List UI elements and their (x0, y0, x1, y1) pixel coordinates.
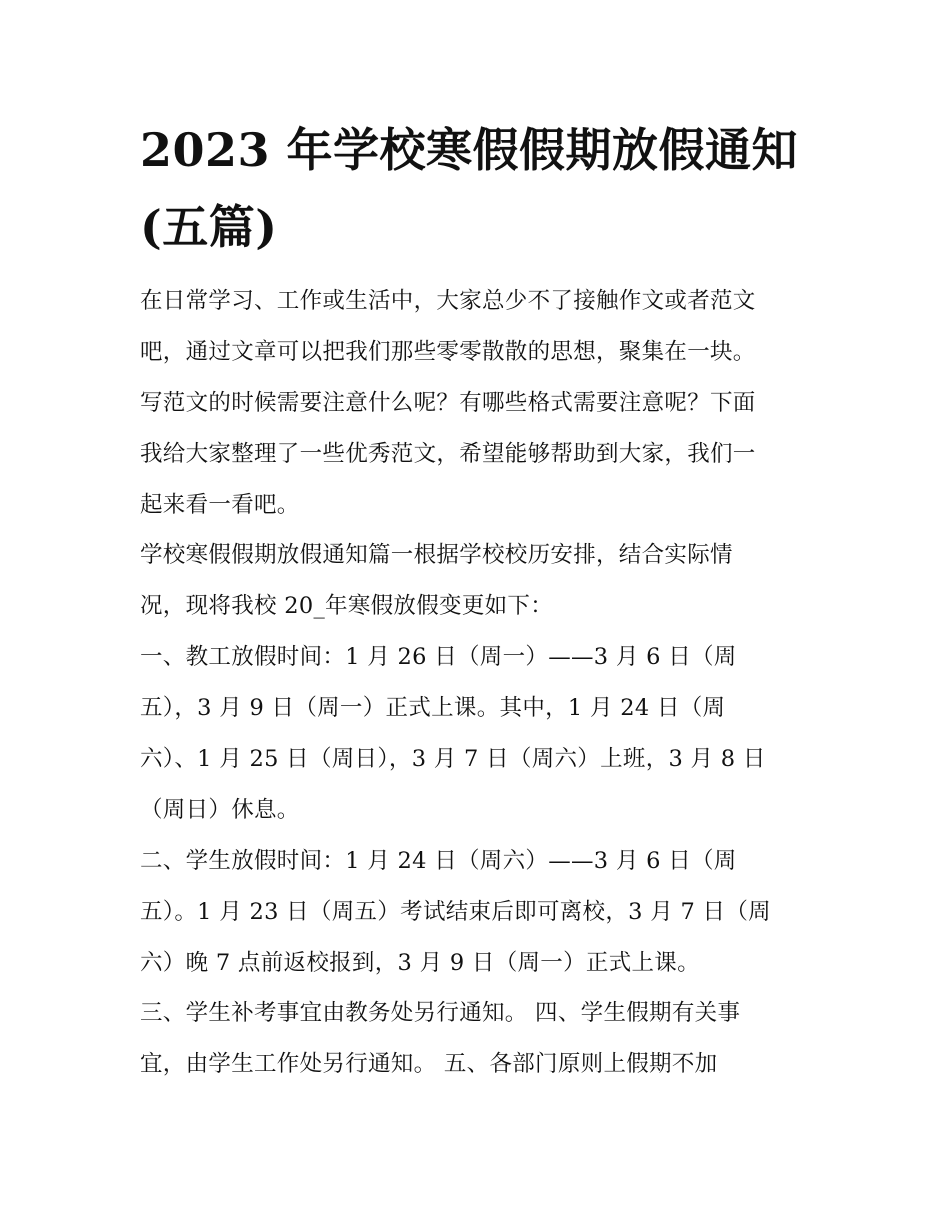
body-line: 三、学生补考事宜由教务处另行通知。 四、学生假期有关事 (140, 1000, 741, 1027)
body-line: 五），3 月 9 日（周一）正式上课。其中，1 月 24 日（周 (140, 695, 726, 722)
body-line: 六）晚 7 点前返校报到，3 月 9 日（周一）正式上课。 (140, 949, 700, 976)
body-line: 吧，通过文章可以把我们那些零零散散的思想，聚集在一块。 (140, 338, 756, 365)
body-line: 宜，由学生工作处另行通知。 五、各部门原则上假期不加 (140, 1051, 718, 1078)
body-line: 写范文的时候需要注意什么呢？有哪些格式需要注意呢？下面 (140, 389, 756, 416)
title-line-2: (五篇) (140, 200, 278, 254)
body-line: 况，现将我校 20_年寒假放假变更如下： (140, 593, 554, 620)
body-line: 我给大家整理了一些优秀范文，希望能够帮助到大家，我们一 (140, 440, 756, 467)
body-line: 学校寒假假期放假通知篇一根据学校校历安排，结合实际情 (140, 542, 733, 569)
title-line-1: 2023 年学校寒假假期放假通知 (140, 123, 799, 177)
body-line: 五）。1 月 23 日（周五）考试结束后即可离校，3 月 7 日（周 (140, 898, 771, 925)
body-line: 二、学生放假时间：1 月 24 日（周六）——3 月 6 日（周 (140, 847, 737, 874)
body-line: 一、教工放假时间：1 月 26 日（周一）——3 月 6 日（周 (140, 644, 737, 671)
document-title (140, 112, 830, 266)
body-line: 起来看一看吧。 (140, 491, 300, 518)
body-line: （周日）休息。 (140, 796, 300, 823)
body-line: 六）、1 月 25 日（周日），3 月 7 日（周六）上班，3 月 8 日 (140, 746, 766, 773)
document-body (140, 276, 840, 1090)
body-line: 在日常学习、工作或生活中，大家总少不了接触作文或者范文 (140, 288, 756, 314)
